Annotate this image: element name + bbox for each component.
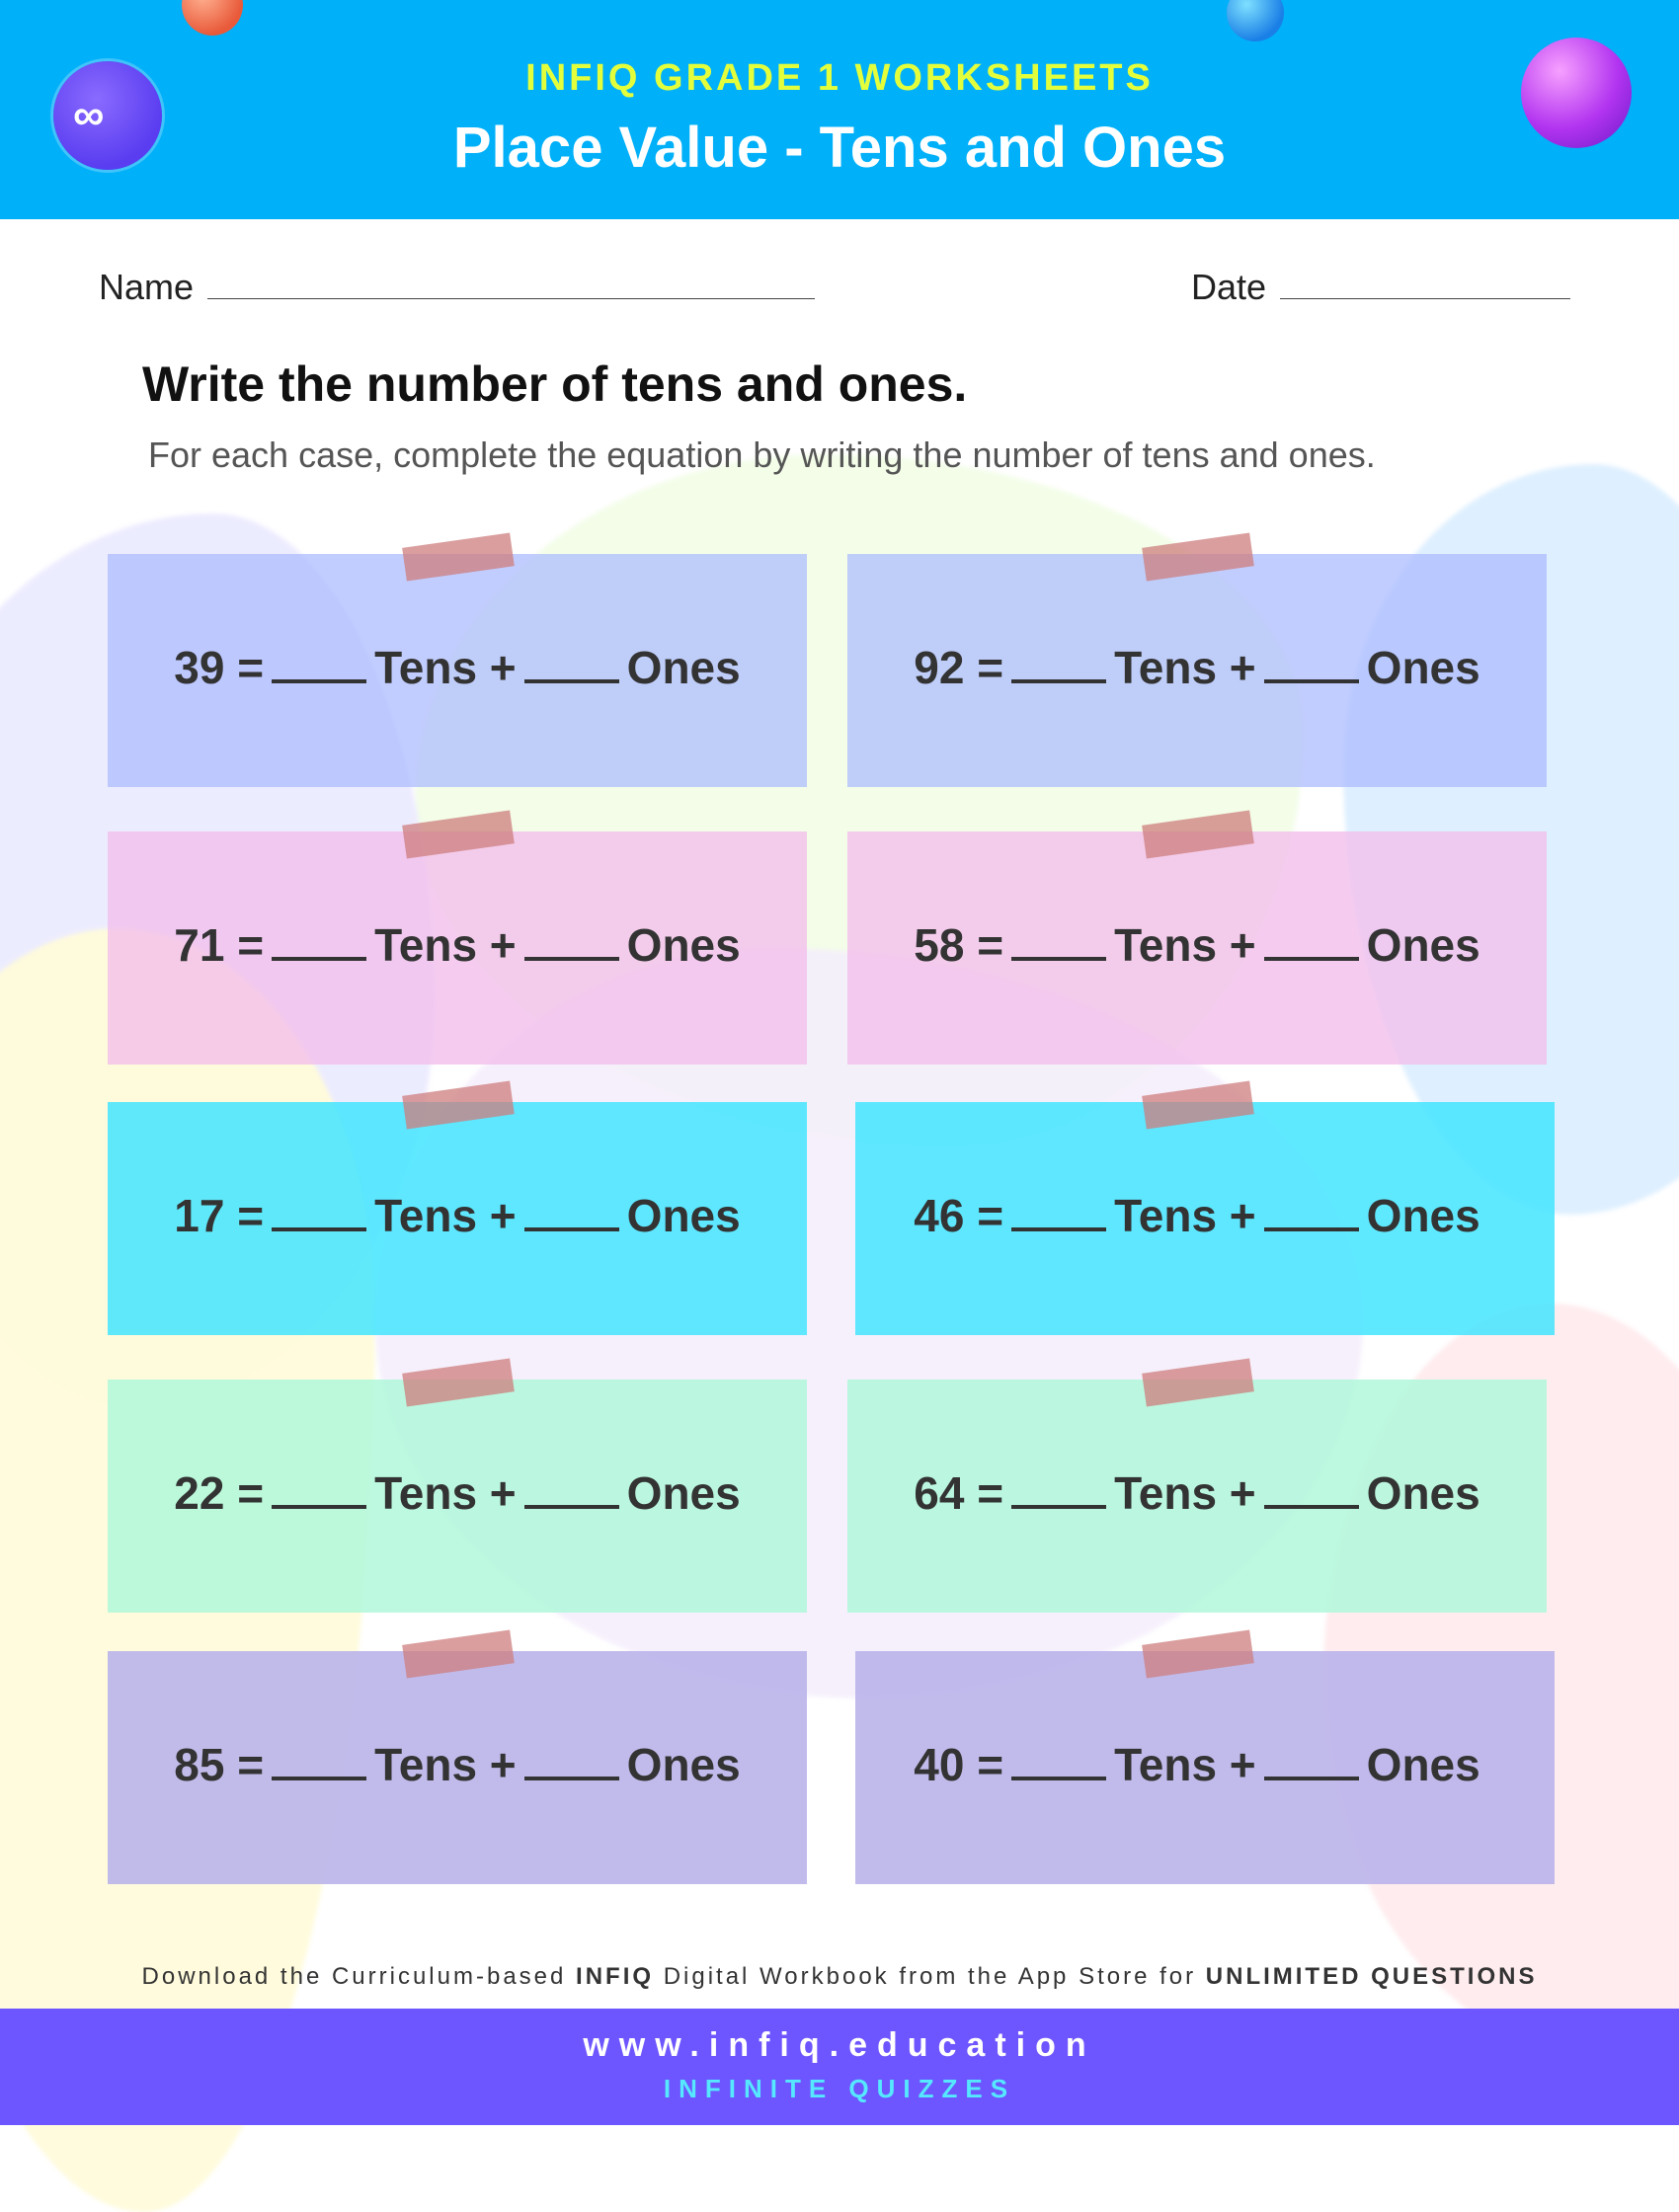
problem-card — [855, 1102, 1555, 1335]
footer-bar — [0, 2009, 1679, 2125]
ones-blank[interactable] — [1264, 1739, 1359, 1780]
problem-card — [108, 1651, 807, 1884]
problem-card — [108, 1380, 807, 1613]
ones-label: Ones — [1366, 1739, 1480, 1790]
tens-label: Tens + — [374, 1739, 517, 1790]
name-label: Name — [99, 267, 195, 307]
ones-label: Ones — [626, 919, 741, 971]
problem-card — [108, 1102, 807, 1335]
problem-number: 92 = — [914, 642, 1004, 693]
tens-label: Tens + — [1114, 1467, 1256, 1519]
problem-card — [847, 831, 1547, 1065]
equation — [847, 1738, 1547, 1791]
footer-tagline: INFINITE QUIZZES — [663, 2074, 1016, 2103]
ones-label: Ones — [626, 1467, 741, 1519]
equation — [847, 918, 1547, 972]
tens-blank[interactable] — [1011, 642, 1106, 683]
tens-label: Tens + — [374, 1467, 517, 1519]
equation — [108, 1189, 807, 1242]
decorative-ball-icon — [182, 0, 243, 36]
tape-icon — [402, 533, 515, 582]
ones-label: Ones — [1366, 1190, 1480, 1241]
equation — [108, 641, 807, 694]
decorative-ball-icon — [1227, 0, 1284, 41]
problem-number: 39 = — [174, 642, 265, 693]
problem-number: 58 = — [914, 919, 1004, 971]
tens-label: Tens + — [1114, 919, 1256, 971]
page-title: Place Value - Tens and Ones — [452, 116, 1227, 180]
ones-blank[interactable] — [524, 1190, 619, 1231]
tens-blank[interactable] — [272, 1739, 366, 1780]
tape-icon — [1142, 1630, 1254, 1679]
tens-blank[interactable] — [1011, 1739, 1106, 1780]
tens-blank[interactable] — [272, 919, 366, 961]
instruction-heading: Write the number of tens and ones. — [142, 356, 968, 412]
problem-card — [108, 831, 807, 1065]
promo-highlight: UNLIMITED QUESTIONS — [1205, 1963, 1538, 1990]
tens-label: Tens + — [374, 642, 517, 693]
ones-blank[interactable] — [1264, 1467, 1359, 1509]
equation — [108, 918, 807, 972]
tens-blank[interactable] — [272, 1190, 366, 1231]
ones-label: Ones — [626, 642, 741, 693]
worksheet-header — [0, 0, 1679, 219]
tens-blank[interactable] — [1011, 1190, 1106, 1231]
equation — [847, 1466, 1547, 1520]
ones-label: Ones — [1366, 642, 1480, 693]
ones-blank[interactable] — [524, 642, 619, 683]
equation — [108, 1466, 807, 1520]
problem-card — [108, 554, 807, 787]
tens-label: Tens + — [374, 1190, 517, 1241]
tape-icon — [402, 1630, 515, 1679]
ones-label: Ones — [626, 1190, 741, 1241]
problem-card — [855, 1651, 1555, 1884]
ones-label: Ones — [1366, 1467, 1480, 1519]
tens-label: Tens + — [1114, 642, 1256, 693]
problem-number: 71 = — [174, 919, 265, 971]
promo-text — [0, 1963, 1679, 1991]
date-line[interactable] — [1280, 298, 1570, 299]
website-link[interactable]: www.infiq.education — [583, 2026, 1096, 2064]
tens-blank[interactable] — [272, 642, 366, 683]
tens-label: Tens + — [1114, 1190, 1256, 1241]
tens-label: Tens + — [1114, 1739, 1256, 1790]
ones-blank[interactable] — [1264, 1190, 1359, 1231]
problem-card — [847, 1380, 1547, 1613]
problem-number: 40 = — [914, 1739, 1004, 1790]
ones-label: Ones — [626, 1739, 741, 1790]
tens-blank[interactable] — [272, 1467, 366, 1509]
tens-blank[interactable] — [1011, 919, 1106, 961]
logo-glyph: ∞ — [73, 91, 105, 139]
instruction-subtext: For each case, complete the equation by writing the number of tens and ones. — [148, 434, 1376, 475]
problem-card — [847, 554, 1547, 787]
name-line[interactable] — [207, 298, 815, 299]
equation — [108, 1738, 807, 1791]
equation — [847, 1189, 1547, 1242]
problem-number: 22 = — [174, 1467, 265, 1519]
promo-prefix: Download the Curriculum-based — [141, 1963, 577, 1990]
problem-number: 64 = — [914, 1467, 1004, 1519]
date-label: Date — [1191, 267, 1267, 307]
problem-number: 46 = — [914, 1190, 1004, 1241]
ones-blank[interactable] — [524, 919, 619, 961]
equation — [847, 641, 1547, 694]
ones-blank[interactable] — [524, 1739, 619, 1780]
ones-label: Ones — [1366, 919, 1480, 971]
promo-middle: Digital Workbook from the App Store for — [654, 1963, 1206, 1990]
tens-label: Tens + — [374, 919, 517, 971]
ones-blank[interactable] — [524, 1467, 619, 1509]
problem-number: 17 = — [174, 1190, 265, 1241]
ones-blank[interactable] — [1264, 642, 1359, 683]
problem-number: 85 = — [174, 1739, 265, 1790]
promo-brand: INFIQ — [576, 1963, 655, 1990]
tens-blank[interactable] — [1011, 1467, 1106, 1509]
series-title: INFIQ GRADE 1 WORKSHEETS — [525, 57, 1154, 99]
ones-blank[interactable] — [1264, 919, 1359, 961]
